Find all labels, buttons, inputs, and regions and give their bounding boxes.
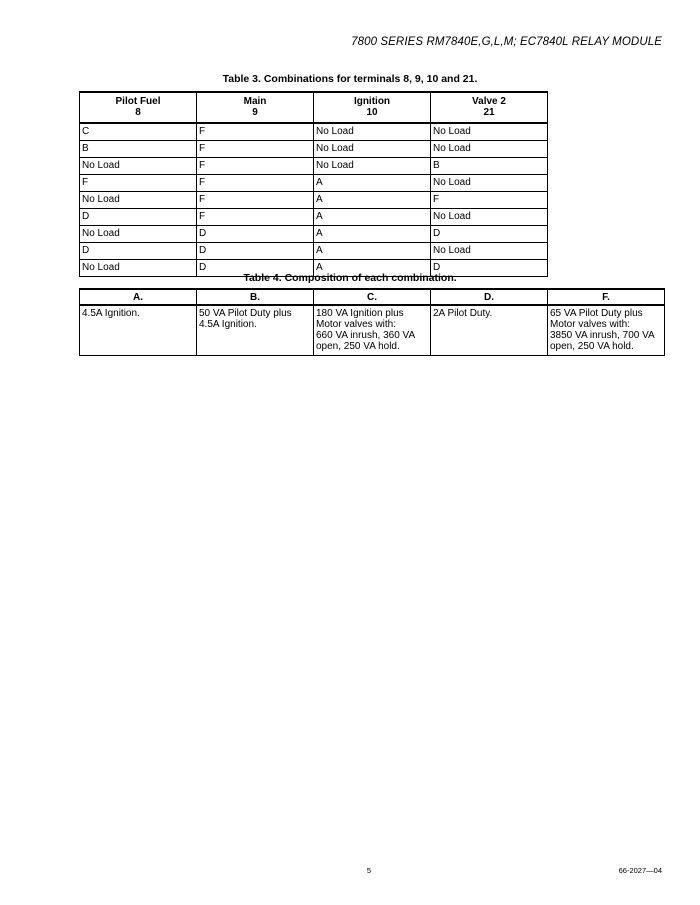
cell-line: Motor valves with: (550, 319, 631, 330)
table-cell: No Load (80, 192, 197, 209)
table-row (80, 226, 548, 243)
table-cell: B (431, 158, 548, 175)
column-header-c: C. (314, 289, 431, 305)
table-cell: No Load (431, 243, 548, 260)
table-cell: No Load (80, 226, 197, 243)
table-cell: F (197, 141, 314, 158)
column-name: Ignition (353, 96, 391, 107)
column-header-a: A. (80, 289, 197, 305)
table-cell: No Load (431, 209, 548, 226)
table4-caption: Table 4. Composition of each combination. (243, 272, 457, 284)
composition-cell-c (314, 305, 431, 356)
cell-line: open, 250 VA hold. (316, 341, 400, 352)
table-row (80, 243, 548, 260)
column-terminal: 8 (135, 107, 141, 118)
page-number: 5 (366, 866, 372, 875)
table-cell: No Load (431, 123, 548, 141)
table-row (80, 175, 548, 192)
cell-line: 180 VA Ignition plus (316, 308, 404, 319)
cell-line: 3850 VA inrush, 700 VA (550, 330, 655, 341)
table-cell: D (197, 226, 314, 243)
table-row (80, 209, 548, 226)
column-header-pilot-fuel (80, 92, 197, 123)
table-cell: F (197, 175, 314, 192)
table-row (80, 141, 548, 158)
table-cell: B (80, 141, 197, 158)
cell-line: Motor valves with: (316, 319, 397, 330)
table-cell: A (314, 192, 431, 209)
table-cell: No Load (431, 175, 548, 192)
column-header-b: B. (197, 289, 314, 305)
table-row (80, 158, 548, 175)
table-cell: No Load (314, 158, 431, 175)
composition-cell-a (80, 305, 197, 356)
column-terminal: 10 (366, 107, 378, 118)
table-header-row (80, 289, 665, 305)
column-terminal: 21 (483, 107, 495, 118)
table-cell: F (197, 158, 314, 175)
column-header-valve-2 (431, 92, 548, 123)
table-cell: A (314, 226, 431, 243)
table-cell: D (80, 209, 197, 226)
table-cell: D (197, 243, 314, 260)
column-header-ignition (314, 92, 431, 123)
composition-cell-b (197, 305, 314, 356)
composition-table (79, 288, 665, 356)
table-cell: A (314, 209, 431, 226)
table-cell: F (197, 209, 314, 226)
composition-cell-f (548, 305, 665, 356)
table-cell: F (197, 192, 314, 209)
cell-line: 65 VA Pilot Duty plus (550, 308, 643, 319)
table-cell: C (80, 123, 197, 141)
cell-line: open, 250 VA hold. (550, 341, 634, 352)
table-cell: No Load (80, 260, 197, 277)
cell-line: 4.5A Ignition. (82, 308, 140, 319)
table-cell: No Load (314, 141, 431, 158)
table-cell: No Load (314, 123, 431, 141)
table-cell: F (80, 175, 197, 192)
table-cell: A (314, 175, 431, 192)
column-terminal: 9 (252, 107, 258, 118)
table-header-row (80, 92, 548, 123)
cell-line: 660 VA inrush, 360 VA (316, 330, 416, 341)
table-cell: D (431, 260, 548, 277)
combinations-table (79, 91, 548, 277)
table-cell: D (431, 226, 548, 243)
cell-line: 4.5A Ignition. (199, 319, 257, 330)
table-cell: A (314, 260, 431, 277)
composition-cell-d (431, 305, 548, 356)
table-cell: No Load (431, 141, 548, 158)
table-cell: D (80, 243, 197, 260)
table-cell: D (197, 260, 314, 277)
table-row (80, 192, 548, 209)
column-name: Main (243, 96, 267, 107)
column-header-d: D. (431, 289, 548, 305)
table-cell: No Load (80, 158, 197, 175)
table-cell: F (431, 192, 548, 209)
column-name: Valve 2 (472, 96, 506, 107)
column-header-main (197, 92, 314, 123)
table-cell: A (314, 243, 431, 260)
cell-line: 2A Pilot Duty. (433, 308, 493, 319)
running-header: 7800 SERIES RM7840E,G,L,M; EC7840L RELAY MODULE (351, 36, 662, 48)
table-row (80, 305, 665, 356)
column-header-f: F. (548, 289, 665, 305)
table-cell: F (197, 123, 314, 141)
table-row (80, 123, 548, 141)
cell-line: 50 VA Pilot Duty plus (199, 308, 292, 319)
column-name: Pilot Fuel (115, 96, 161, 107)
document-number: 66-2027—04 (618, 866, 662, 875)
table3-caption: Table 3. Combinations for terminals 8, 9, 10 and 21. (222, 73, 478, 85)
